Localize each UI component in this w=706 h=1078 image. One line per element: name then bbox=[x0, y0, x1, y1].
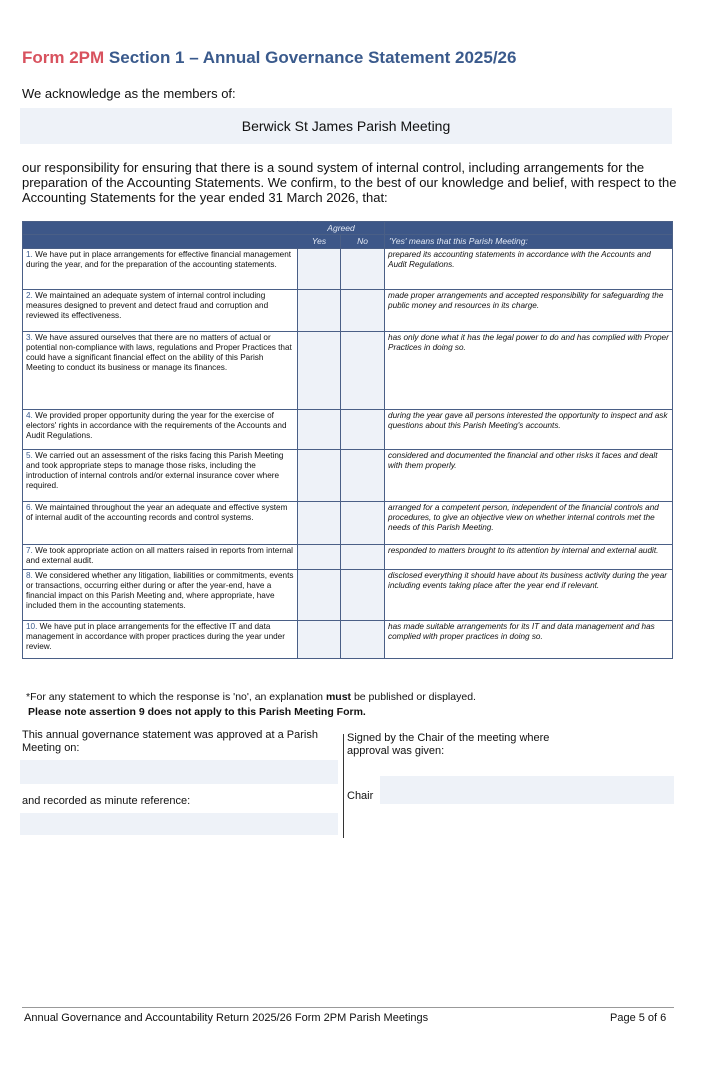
statement-cell bbox=[23, 331, 298, 409]
statement-text: We maintained an adequate system of internal control including measures designed to prevent and detect fraud and corruption and reviewed its effectiveness. bbox=[26, 290, 269, 321]
statement-number: 7. bbox=[26, 545, 33, 555]
yes-checkbox[interactable] bbox=[298, 569, 341, 620]
table-row bbox=[23, 569, 673, 620]
statement-cell bbox=[23, 501, 298, 544]
explanation-note bbox=[26, 691, 476, 703]
means-cell: responded to matters brought to its attention by internal and external audit. bbox=[385, 544, 673, 569]
no-checkbox[interactable] bbox=[341, 449, 385, 501]
statement-text: We have put in place arrangements for the effective IT and data management in accordance with proper practices during the year under review. bbox=[26, 621, 285, 652]
yes-header: Yes bbox=[298, 235, 341, 248]
signature-divider bbox=[343, 734, 344, 838]
statement-number: 5. bbox=[26, 450, 33, 460]
means-cell: has made suitable arrangements for its IT and data management and has complied with proper practices in doing so. bbox=[385, 620, 673, 658]
signed-label: Signed by the Chair of the meeting where approval was given: bbox=[347, 732, 550, 757]
statement-number: 10. bbox=[26, 621, 38, 631]
statement-cell bbox=[23, 289, 298, 331]
body-name-field[interactable] bbox=[20, 108, 672, 144]
table-row bbox=[23, 620, 673, 658]
no-checkbox[interactable] bbox=[341, 331, 385, 409]
statement-cell bbox=[23, 569, 298, 620]
minute-reference-label: and recorded as minute reference: bbox=[22, 795, 191, 807]
statement-text: We took appropriate action on all matters raised in reports from internal and external audit. bbox=[26, 545, 294, 565]
means-cell: prepared its accounting statements in accordance with the Accounts and Audit Regulations. bbox=[385, 248, 673, 289]
footer-rule bbox=[22, 1007, 674, 1008]
header-blank-right bbox=[385, 222, 673, 235]
explanation-note-end: be published or displayed. bbox=[351, 691, 476, 703]
means-cell: during the year gave all persons interested the opportunity to inspect and ask questions about this Parish Meeting's accounts. bbox=[385, 409, 673, 449]
page-title bbox=[22, 48, 516, 68]
chair-label: Chair bbox=[347, 790, 374, 802]
means-cell: arranged for a competent person, independent of the financial controls and procedures, to give an objective view on whether internal controls met the needs of this Parish Meeting. bbox=[385, 501, 673, 544]
header-blank bbox=[23, 222, 298, 235]
yes-checkbox[interactable] bbox=[298, 331, 341, 409]
table-row bbox=[23, 289, 673, 331]
table-header-row bbox=[23, 235, 673, 248]
explanation-note-start: *For any statement to which the response is 'no', an explanation bbox=[26, 691, 326, 703]
yes-checkbox[interactable] bbox=[298, 501, 341, 544]
minute-reference-field[interactable] bbox=[20, 813, 338, 835]
no-checkbox[interactable] bbox=[341, 289, 385, 331]
no-checkbox[interactable] bbox=[341, 620, 385, 658]
approval-date-field[interactable] bbox=[20, 760, 338, 784]
statement-number: 1. bbox=[26, 249, 33, 259]
no-checkbox[interactable] bbox=[341, 248, 385, 289]
statement-number: 8. bbox=[26, 570, 33, 580]
approved-label: This annual governance statement was approved at a Parish Meeting on: bbox=[22, 729, 318, 754]
means-cell: made proper arrangements and accepted responsibility for safeguarding the public money and resources in its charge. bbox=[385, 289, 673, 331]
yes-checkbox[interactable] bbox=[298, 409, 341, 449]
means-cell: considered and documented the financial and other risks it faces and dealt with them properly. bbox=[385, 449, 673, 501]
statement-text: We maintained throughout the year an adequate and effective system of internal audit of the accounting records and control systems. bbox=[26, 502, 288, 522]
statement-cell bbox=[23, 449, 298, 501]
means-cell: has only done what it has the legal power to do and has complied with Proper Practices in doing so. bbox=[385, 331, 673, 409]
statement-text: We have assured ourselves that there are no matters of actual or potential non-compliance with laws, regulations and Proper Practices that could have a significant financial effect on the ability of this Parish Meeting to conduct its business or manage its finances. bbox=[26, 332, 292, 373]
statement-number: 6. bbox=[26, 502, 33, 512]
statement-text: We considered whether any litigation, liabilities or commitments, events or transactions, occurring either during or after the year-end, have a financial impact on this Parish Meeting and, where appropriate, have included them in the accounting statements. bbox=[26, 570, 294, 611]
acknowledge-text: We acknowledge as the members of: bbox=[22, 86, 236, 101]
table-header-agreed-row bbox=[23, 222, 673, 235]
yes-checkbox[interactable] bbox=[298, 544, 341, 569]
statement-text: We have put in place arrangements for effective financial management during the year, and for the preparation of the accounting statements. bbox=[26, 249, 292, 269]
statement-cell bbox=[23, 544, 298, 569]
statement-number: 2. bbox=[26, 290, 33, 300]
statement-cell bbox=[23, 248, 298, 289]
governance-table bbox=[22, 221, 673, 659]
statement-number: 3. bbox=[26, 332, 33, 342]
yes-checkbox[interactable] bbox=[298, 620, 341, 658]
chair-signature-field[interactable] bbox=[380, 776, 674, 804]
yes-checkbox[interactable] bbox=[298, 289, 341, 331]
form-label: Form 2PM bbox=[22, 48, 105, 67]
means-cell: disclosed everything it should have about its business activity during the year including events taking place after the year end if relevant. bbox=[385, 569, 673, 620]
no-checkbox[interactable] bbox=[341, 569, 385, 620]
body-name-value: Berwick St James Parish Meeting bbox=[241, 118, 451, 134]
table-row bbox=[23, 248, 673, 289]
assertion9-note: Please note assertion 9 does not apply to this Parish Meeting Form. bbox=[28, 706, 366, 718]
responsibility-text: our responsibility for ensuring that there is a sound system of internal control, including arrangements for the preparation of the Accounting Statements. We confirm, to the best of our knowledge and belief, with respect to the Accounting Statements for the year ended 31 March 2026, that: bbox=[22, 160, 677, 205]
header-blank-2 bbox=[23, 235, 298, 248]
table-row bbox=[23, 331, 673, 409]
footer-title: Annual Governance and Accountability Return 2025/26 Form 2PM Parish Meetings bbox=[24, 1012, 429, 1024]
statement-text: We carried out an assessment of the risks facing this Parish Meeting and took appropriate steps to manage those risks, including the introduction of internal controls and/or external insurance cover where required. bbox=[26, 450, 284, 491]
table-row bbox=[23, 409, 673, 449]
explanation-note-bold: must bbox=[325, 691, 352, 703]
yes-checkbox[interactable] bbox=[298, 248, 341, 289]
no-checkbox[interactable] bbox=[341, 501, 385, 544]
statement-text: We provided proper opportunity during the year for the exercise of electors' rights in accordance with the requirements of the Accounts and Audit Regulations. bbox=[26, 410, 287, 441]
no-header: No bbox=[341, 235, 385, 248]
table-row bbox=[23, 544, 673, 569]
statement-cell bbox=[23, 620, 298, 658]
no-checkbox[interactable] bbox=[341, 409, 385, 449]
agreed-header: Agreed bbox=[298, 222, 385, 235]
section-title: Section 1 – Annual Governance Statement 2025/26 bbox=[108, 48, 517, 67]
means-header: 'Yes' means that this Parish Meeting: bbox=[385, 235, 673, 248]
statement-cell bbox=[23, 409, 298, 449]
statement-number: 4. bbox=[26, 410, 33, 420]
no-checkbox[interactable] bbox=[341, 544, 385, 569]
yes-checkbox[interactable] bbox=[298, 449, 341, 501]
table-row bbox=[23, 449, 673, 501]
page-number: Page 5 of 6 bbox=[610, 1012, 667, 1024]
table-row bbox=[23, 501, 673, 544]
